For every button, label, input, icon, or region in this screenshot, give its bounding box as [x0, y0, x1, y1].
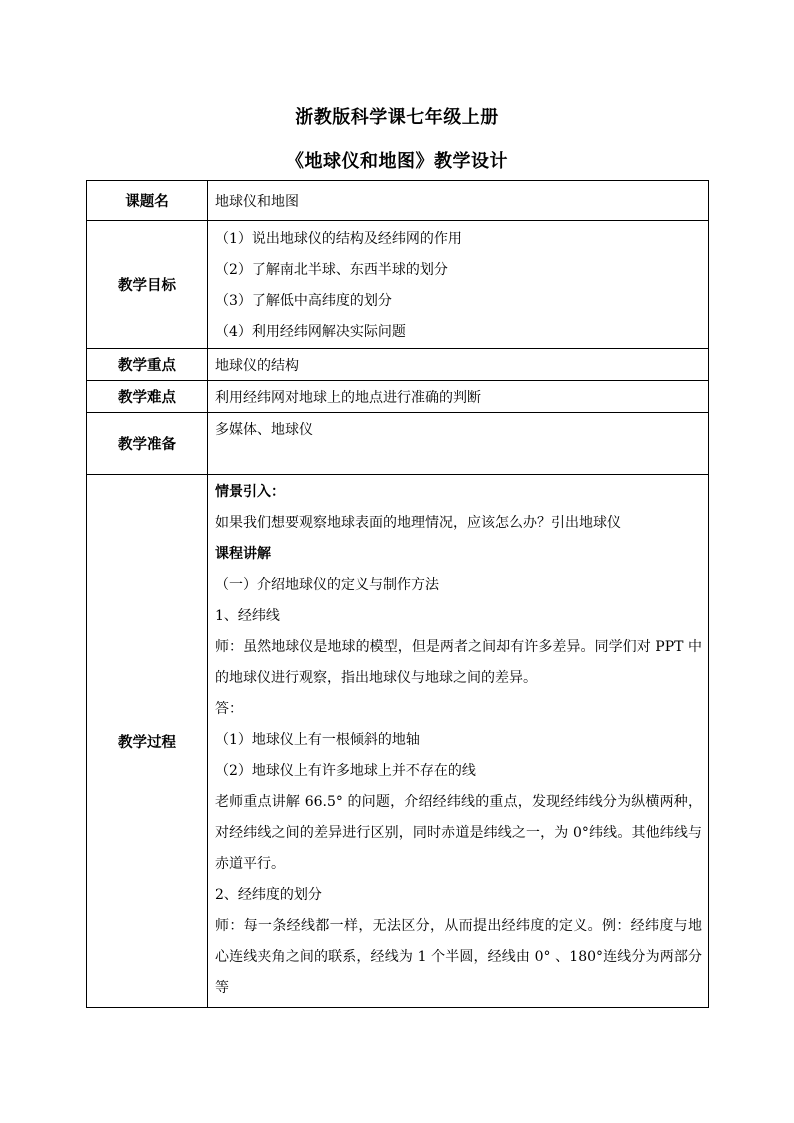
goal-item: （3）了解低中高纬度的划分 [215, 293, 392, 309]
preparation-value: 多媒体、地球仪 [215, 422, 313, 438]
topic-label: 课题名 [87, 181, 208, 221]
key-point-value: 地球仪的结构 [208, 349, 709, 381]
table-row-process [87, 475, 709, 1008]
answer-item: （2）地球仪上有许多地球上并不存在的线 [215, 763, 476, 779]
section-heading: （一）介绍地球仪的定义与制作方法 [215, 577, 439, 593]
table-row-topic [87, 181, 709, 221]
paragraph: 师：每一条经线都一样，无法区分，从而提出经纬度的定义。例：经纬度与地心连线夹角之间的联系，经线为 1 个半圆，经线由 0° 、180°连线分为两部分等 [215, 918, 702, 996]
topic-value: 地球仪和地图 [208, 181, 709, 221]
document-subtitle: 《地球仪和地图》教学设计 [286, 151, 508, 172]
goal-item: （1）说出地球仪的结构及经纬网的作用 [215, 231, 462, 247]
lesson-plan-table [86, 180, 709, 1008]
document-title: 浙教版科学课七年级上册 [295, 107, 499, 128]
paragraph: 老师重点讲解 66.5° 的问题，介绍经纬线的重点，发现经纬线分为纵横两种，对经纬线之间的差异进行区别，同时赤道是纬线之一，为 0°纬线。其他纬线与赤道平行。 [215, 794, 702, 872]
process-content [208, 475, 709, 1008]
answer-item: （1）地球仪上有一根倾斜的地轴 [215, 732, 420, 748]
intro-text: 如果我们想要观察地球表面的地理情况，应该怎么办？引出地球仪 [215, 515, 621, 531]
intro-heading: 情景引入： [215, 484, 285, 500]
preparation-label: 教学准备 [87, 413, 208, 475]
key-point-label: 教学重点 [87, 349, 208, 381]
answer-label: 答： [215, 701, 243, 717]
lecture-heading: 课程讲解 [215, 546, 271, 562]
preparation-cell [208, 413, 709, 475]
difficulty-label: 教学难点 [87, 381, 208, 413]
subsection-heading: 2、经纬度的划分 [215, 887, 322, 903]
table-row-key-point [87, 349, 709, 381]
process-label: 教学过程 [87, 475, 208, 1008]
table-row-preparation [87, 413, 709, 475]
goals-list [208, 221, 709, 349]
table-row-difficulty [87, 381, 709, 413]
goals-label: 教学目标 [87, 221, 208, 349]
subsection-heading: 1、经纬线 [215, 608, 280, 624]
goal-item: （4）利用经纬网解决实际问题 [215, 324, 406, 340]
goal-item: （2）了解南北半球、东西半球的划分 [215, 262, 448, 278]
difficulty-value: 利用经纬网对地球上的地点进行准确的判断 [208, 381, 709, 413]
table-row-goals [87, 221, 709, 349]
paragraph: 师：虽然地球仪是地球的模型，但是两者之间却有许多差异。同学们对 PPT 中的地球仪进行观察，指出地球仪与地球之间的差异。 [215, 639, 702, 686]
